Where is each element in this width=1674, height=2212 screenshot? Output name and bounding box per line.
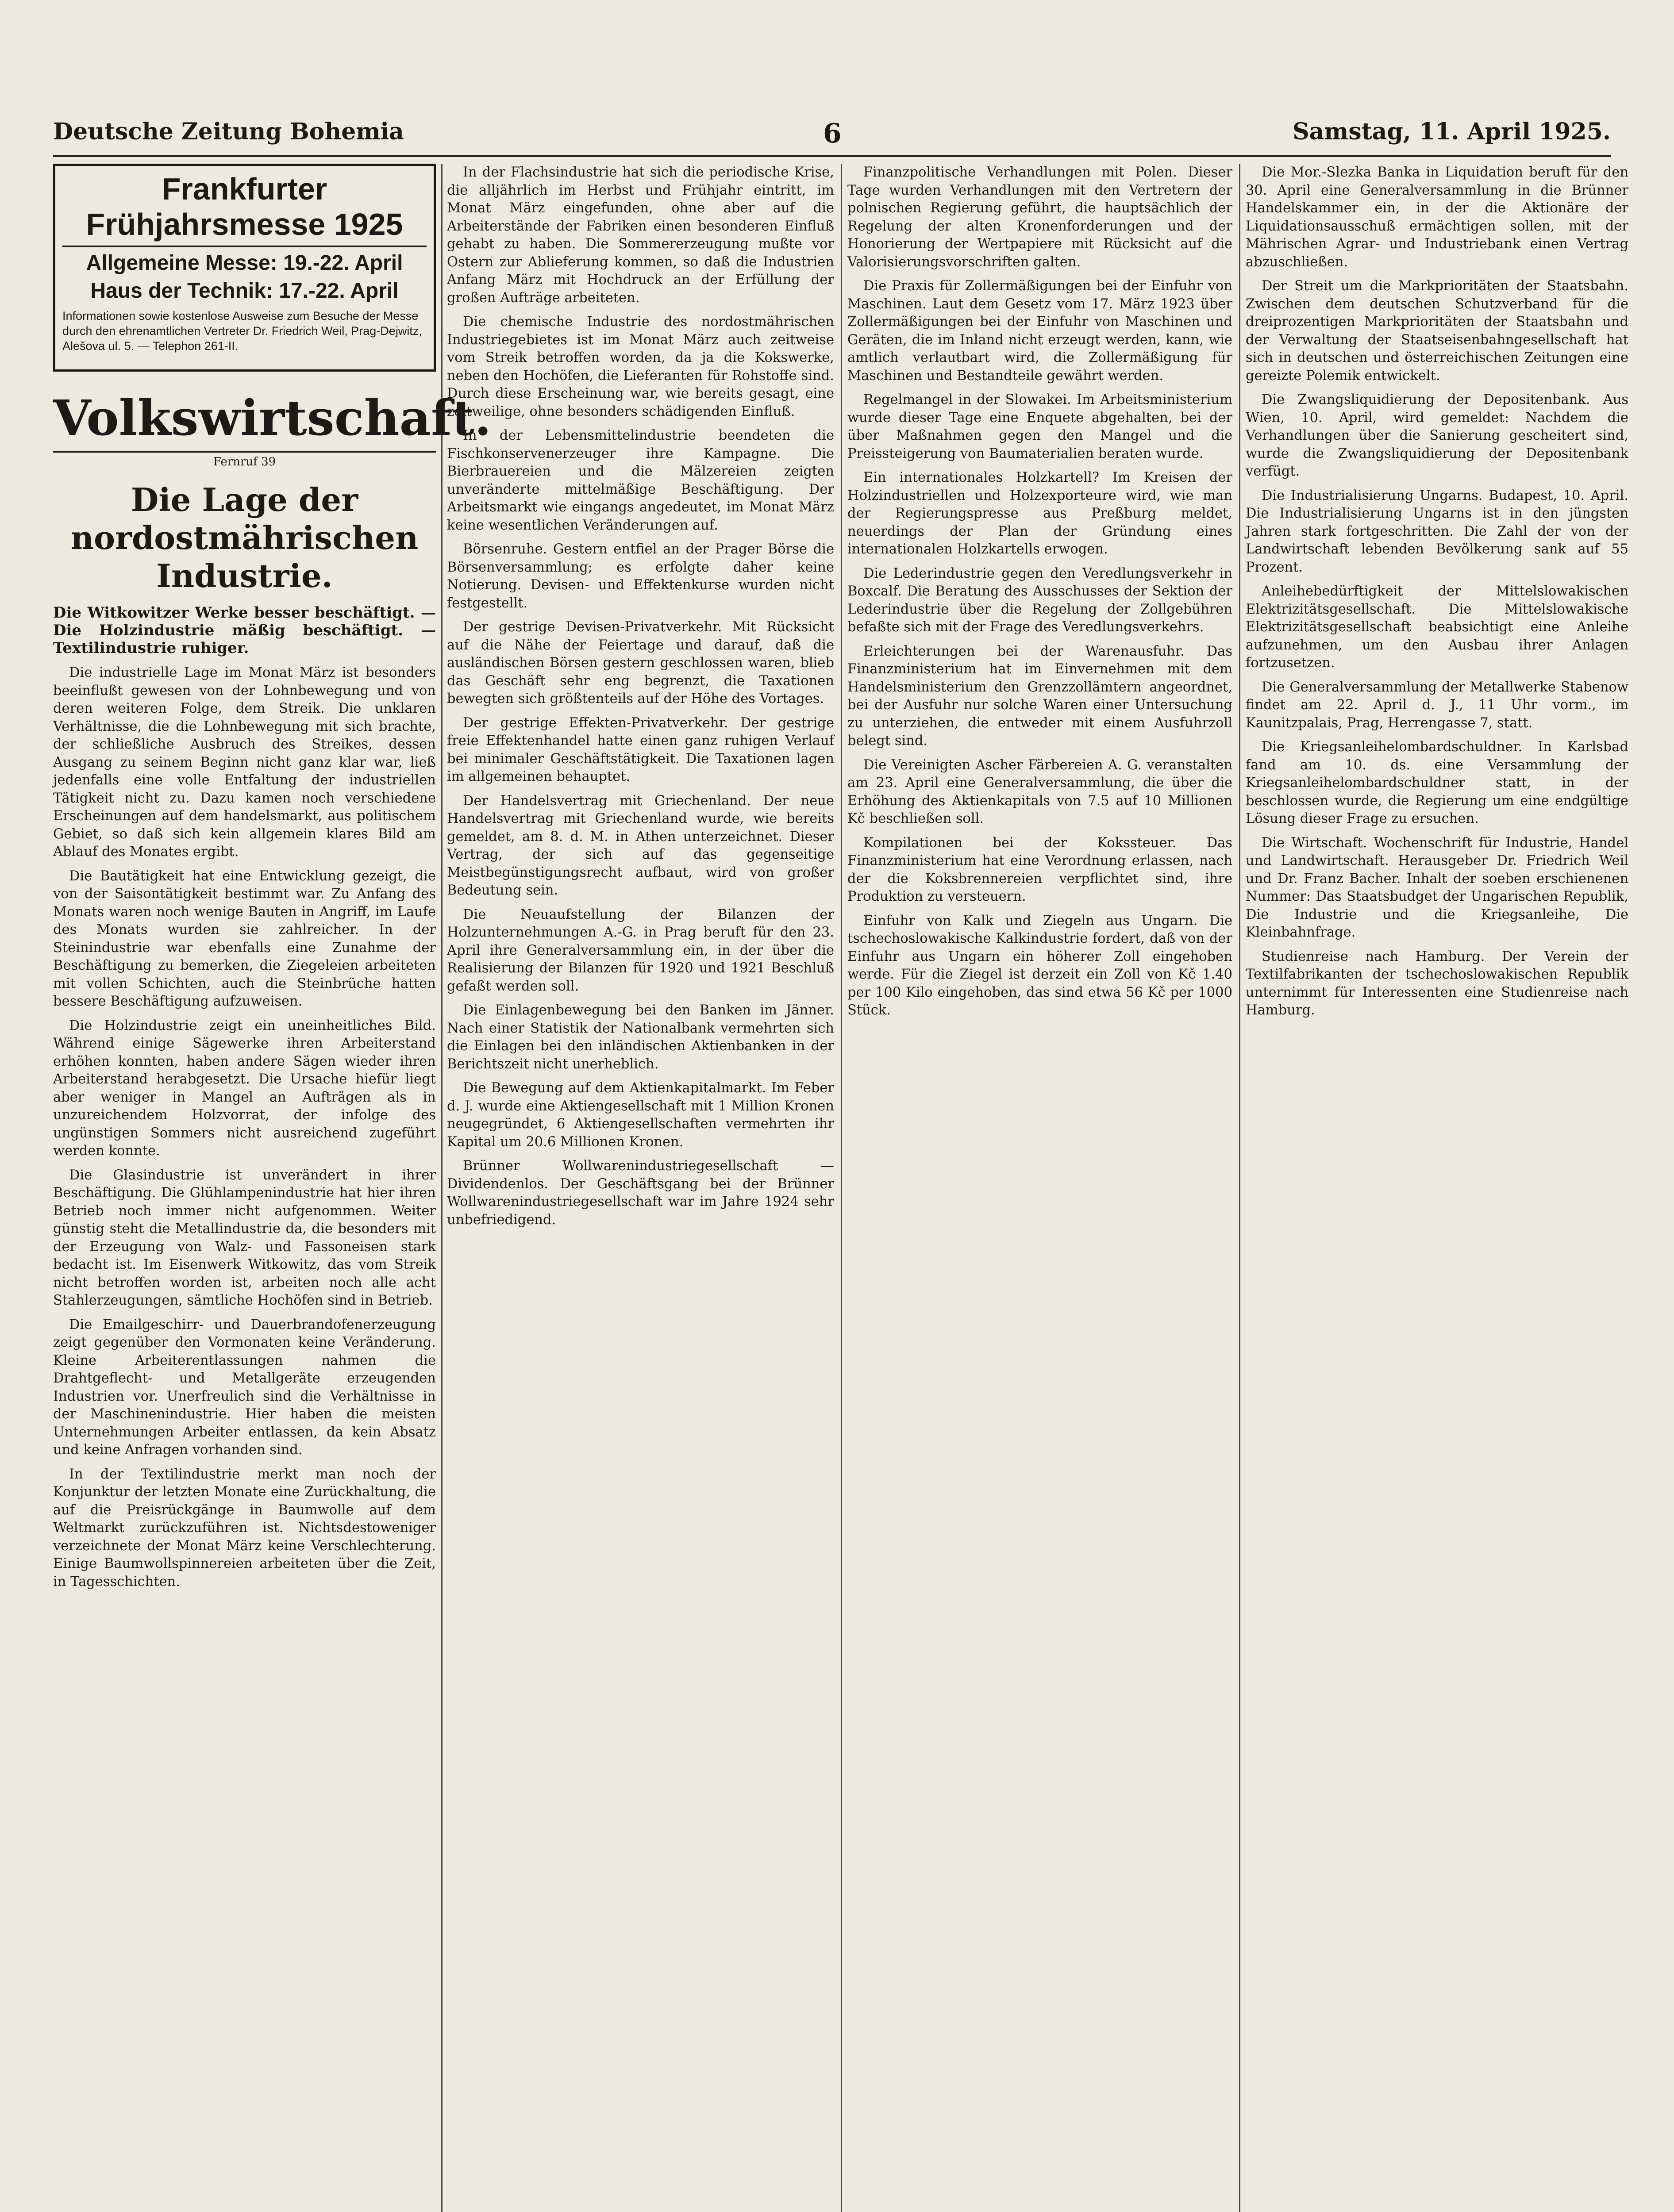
paragraph: Die Holzindustrie zeigt ein uneinheitliches Bild. Während einige Sägewerke ihren Arbeiterstand erhöhen konnten, haben andere Sägen wieder ihren Arbeiterstand herabgesetzt. Die Ursache hiefür liegt aber weniger in Mangel an Aufträgen als in unzureichendem Holzvorrat, der infolge des ungünstigen Sommers nicht ausreichend zugeführt werden konnte. <box>53 1018 436 1159</box>
column-rule <box>1239 164 1240 2212</box>
ad-title: Frankfurter Frühjahrsmesse 1925 <box>62 171 427 247</box>
advertisement-box <box>53 164 436 372</box>
news-item: Der Handelsvertrag mit Griechenland. Der neue Handelsvertrag mit Griechenland wurde, wie bereits gemeldet, am 8. d. M. in Athen unterzeichnet. Dieser Vertrag, der sich auf das gegenseitige Meistbegünstigungsrecht aufbaut, wird von großer Bedeutung sein. <box>447 793 834 898</box>
column-3 <box>847 164 1232 2212</box>
news-item: Finanzpolitische Verhandlungen mit Polen. Dieser Tage wurden Verhandlungen mit den Vertretern der polnischen Regierung geführt, die hauptsächlich der Regelung der alten Kronenforderungen und der Honorierung der Wertpapiere mit Rücksicht auf die Valorisierungsvorschriften galten. <box>847 165 1232 270</box>
news-item: Der gestrige Effekten-Privatverkehr. Der gestrige freie Effektenhandel hatte einen ganz ruhigen Verlauf bei minimaler Geschäftstätigkeit. Die Taxationen lagen im allgemeinen behauptet. <box>447 715 834 784</box>
column-rule <box>441 164 443 2212</box>
news-item: Die Generalversammlung der Metallwerke Stabenow findet am 22. April d. J., 11 Uhr vorm., im Kaunitzpalais, Prag, Herrengasse 7, statt. <box>1246 679 1628 731</box>
news-item: Kompilationen bei der Kokssteuer. Das Finanzministerium hat eine Verordnung erlassen, nach der die Koksbrennereien verpflichtet sind, ihre Produktion zu versteuern. <box>847 835 1232 904</box>
news-item: Ein internationales Holzkartell? Im Kreisen der Holzindustriellen und Holzexporteure wird, wie man der Regierungspresse aus Preßburg meldet, neuerdings der Plan der Gründung eines internationalen Holzkartells erwogen. <box>847 470 1232 557</box>
column-2 <box>447 164 834 2212</box>
news-item: Die Vereinigten Ascher Färbereien A. G. veranstalten am 23. April eine Generalversammlung, die über die Erhöhung des Aktienkapitals von 7.5 auf 10 Millionen Kč beschließen soll. <box>847 757 1232 826</box>
news-item: Die Einlagenbewegung bei den Banken im Jänner. Nach einer Statistik der Nationalbank vermehrten sich die Einlagen bei den inländischen Aktienbanken in der Berichtszeit nicht unerheblich. <box>447 1002 834 1072</box>
ad-line: Haus der Technik: 17.-22. April <box>90 279 399 303</box>
article-lead: Die Witkowitzer Werke besser beschäftigt. — Die Holzindustrie mäßig beschäftigt. — Textilindustrie ruhiger. <box>53 604 436 657</box>
paragraph: In der Lebensmittelindustrie beendeten die Fischkonservenerzeuger ihre Kampagne. Die Bierbrauereien und die Mälzereien zeigten unveränderte mittelmäßige Beschäftigung. Der Arbeitsmarkt wie eingangs angedeutet, im Monat März keine wesentlichen Veränderungen auf. <box>447 428 834 533</box>
news-item: Erleichterungen bei der Warenausfuhr. Das Finanzministerium hat im Einvernehmen mit dem Handelsministerium den Grenzzollämtern angeordnet, bei der Ausfuhr nur solche Waren einer Untersuchung zu unterziehen, die entweder mit einem Ausfuhrzoll belegt sind. <box>847 643 1232 749</box>
news-item: Einfuhr von Kalk und Ziegeln aus Ungarn. Die tschechoslowakische Kalkindustrie fordert, daß von der Einfuhr aus Ungarn ein höherer Zoll eingehoben werde. Für die Ziegel ist derzeit ein Zoll von Kč 1.40 per 100 Kilo eingehoben, das sind etwa 56 Kč per 1000 Stück. <box>847 913 1232 1018</box>
date-line: Samstag, 11. April 1925. <box>1293 118 1611 145</box>
paragraph: Die Glasindustrie ist unverändert in ihrer Beschäftigung. Die Glühlampenindustrie hat hier ihren Betrieb noch immer nicht aufgenommen. Weiter günstig steht die Metallindustrie da, die besonders mit der Erzeugung von Walz- und Fassoneisen stark bedacht ist. Im Eisenwerk Witkowitz, das vom Streik nicht betroffen worden ist, arbeiten noch alle acht Stahlerzeugungen, sämtliche Hochöfen sind in Betrieb. <box>53 1167 436 1308</box>
column-1 <box>53 164 492 2212</box>
news-item: Regelmangel in der Slowakei. Im Arbeitsministerium wurde dieser Tage eine Enquete abgehalten, bei der über Maßnahmen gegen den Mangel und die Preissteigerung von Baumaterialien beraten wurde. <box>847 392 1232 461</box>
news-item: Die Mor.-Slezka Banka in Liquidation beruft für den 30. April eine Generalversammlung in die Brünner Handelskammer ein, in der die Aktionäre der Liquidationsausschuß ermächtigen sollen, mit der Mährischen Agrar- und Industriebank einen Vertrag abzuschließen. <box>1246 165 1628 270</box>
paragraph: Die Bautätigkeit hat eine Entwicklung gezeigt, die von der Saisontätigkeit bestimmt war. Zu Anfang des Monats waren noch wenige Bauten in Angriff, im Laufe des Monats wurden sie zahlreicher. In der Steinindustrie war ebenfalls eine Zunahme der Beschäftigung zu bemerken, die Ziegeleien arbeiteten mit vollen Schichten, auch die Steinbrüche hatten bessere Beschäftigung aufzuweisen. <box>53 868 436 1009</box>
page-number: 6 <box>823 118 842 149</box>
article-title: Die Lage der nordostmährischen Industrie. <box>70 481 419 595</box>
ad-line: Allgemeine Messe: 19.-22. April <box>86 251 403 275</box>
ad-info: Informationen sowie kostenlose Ausweise zum Besuche der Messe durch den ehrenamtlichen Vertreter Dr. Friedrich Weil, Prag-Dejwitz, Alešova ul. 5. — Telephon 261-II. <box>62 309 422 353</box>
column-4 <box>1246 164 1628 2212</box>
section-title: Volkswirtschaft. <box>53 389 436 453</box>
news-item: Studienreise nach Hamburg. Der Verein der Textilfabrikanten der tschechoslowakischen Republik unternimmt für Interessenten eine Studienreise nach Hamburg. <box>1246 949 1628 1018</box>
masthead: Deutsche Zeitung Bohemia <box>53 118 404 145</box>
news-item: Die Bewegung auf dem Aktienkapitalmarkt. Im Feber d. J. wurde eine Aktiengesellschaft mit 1 Million Kronen neugegründet, 6 Aktiengesellschaften vermehrten ihr Kapital um 20.6 Millionen Kronen. <box>447 1080 834 1150</box>
news-item: Brünner Wollwarenindustriegesellschaft — Dividendenlos. Der Geschäftsgang bei der Brünner Wollwarenindustriegesellschaft war im Jahre 1924 sehr unbefriedigend. <box>447 1158 834 1228</box>
news-item: Anleihebedürftigkeit der Mittelslowakischen Elektrizitätsgesellschaft. Die Mittelslowakische Elektrizitätsgesellschaft beabsichtigt eine Anleihe aufzunehmen, um den Ausbau ihrer Anlagen fortzusetzen. <box>1246 584 1628 671</box>
news-item: Die Zwangsliquidierung der Depositenbank. Aus Wien, 10. April, wird gemeldet: Nachdem die Verhandlungen über die Sanierung gescheitert sind, wurde die Zwangsliquidierung der Depositenbank verfügt. <box>1246 392 1628 479</box>
paragraph: In der Textilindustrie merkt man noch der Konjunktur der letzten Monate eine Zurückhaltung, die auf die Preisrückgänge in Baumwolle auf dem Weltmarkt zurückzuführen ist. Nichtsdestoweniger verzeichnete der Monat März keine Verschlechterung. Einige Baumwollspinnereien arbeiteten über die Zeit, in Tagesschichten. <box>53 1466 436 1590</box>
news-item: Die Wirtschaft. Wochenschrift für Industrie, Handel und Landwirtschaft. Herausgeber Dr. Friedrich Weil und Dr. Franz Bacher. Inhalt der soeben erschienenen Nummer: Das Staatsbudget der Ungarischen Republik, Die Industrie und die Kriegsanleihe, Die Kleinbahnfrage. <box>1246 835 1628 940</box>
paragraph: Die Emailgeschirr- und Dauerbrandofenerzeugung zeigt gegenüber den Vormonaten keine Veränderung. Kleine Arbeiterentlassungen nahmen die Drahtgeflecht- und Metallgeräte erzeugenden Industrien vor. Unerfreulich sind die Verhältnisse in der Maschinenindustrie. Hier haben die meisten Unternehmungen Arbeiter entlassen, da kein Absatz und keine Anfragen vorhanden sind. <box>53 1317 436 1458</box>
paragraph: Die industrielle Lage im Monat März ist besonders beeinflußt gewesen von der Lohnbewegung und von deren weiteren Folge, dem Streik. Die unklaren Verhältnisse, die die Lohnbewegung mit sich brachte, der schließliche Ausbruch des Streikes, dessen Ausgang zu seinem Beginn nicht ganz klar war, ließ jedenfalls eine volle Entfaltung der industriellen Tätigkeit nicht zu. Dazu kamen noch verschiedene Erscheinungen auf dem handelsmarkt, aus politischem Gebiet, so daß sich kein allgemein klares Bild am Ablauf des Monates ergibt. <box>53 665 436 860</box>
news-item: Die Industrialisierung Ungarns. Budapest, 10. April. Die Industrialisierung Ungarns ist in den jüngsten Jahren stark fortgeschritten. Die Zahl der von der Landwirtschaft lebenden Bevölkerung sank auf 55 Prozent. <box>1246 488 1628 575</box>
paragraph: In der Flachsindustrie hat sich die periodische Krise, die alljährlich im Herbst und Frühjahr eintritt, im Monat März eingefunden, ohne aber auf die Arbeiterstände der Fabriken einen besonderen Einfluß gehabt zu haben. Die Sommererzeugung mußte vor Ostern zur Ablieferung kommen, so daß die Industrien Anfang März mit Hochdruck an der Erfüllung der großen Aufträge arbeiteten. <box>447 165 834 306</box>
news-item: Die Kriegsanleihelombardschuldner. In Karlsbad fand am 10. ds. eine Versammlung der Kriegsanleihelombardschuldner statt, in der beschlossen wurde, die Regierung um eine endgültige Lösung dieser Frage zu ersuchen. <box>1246 739 1628 826</box>
news-item: Börsenruhe. Gestern entfiel an der Prager Börse die Börsenversammlung; es erfolgte daher keine Notierung. Devisen- und Effektenkurse wurden nicht festgestellt. <box>447 541 834 611</box>
news-item: Der gestrige Devisen-Privatverkehr. Mit Rücksicht auf die Nähe der Feiertage und darauf, daß die ausländischen Börsen gestern geschlossen waren, blieb das Geschäft sehr eng begrenzt, die Taxationen bewegten sich größtenteils auf der Höhe des Vortages. <box>447 619 834 707</box>
page-header <box>53 113 1611 157</box>
news-item: Der Streit um die Markprioritäten der Staatsbahn. Zwischen dem deutschen Schutzverband für die dreiprozentigen Markprioritäten der Staatsbahn und der Verwaltung der Staatseisenbahngesellschaft hat sich in deutschen und österreichischen Zeitungen eine gereizte Polemik entwickelt. <box>1246 278 1628 384</box>
news-item: Die Neuaufstellung der Bilanzen der Holzunternehmungen A.-G. in Prag beruft für den 23. April ihre Generalversammlung ein, in der über die Realisierung der Bilanzen für 1920 und 1921 Beschluß gefaßt werden soll. <box>447 906 834 994</box>
news-item: Die Lederindustrie gegen den Veredlungsverkehr in Boxcalf. Die Beratung des Ausschusses der Sektion der Lederindustrie über die Regelung der Zollgebühren befaßte sich mit der Frage des Veredlungsverkehrs. <box>847 565 1232 635</box>
section-phone: Fernruf 39 <box>213 455 276 469</box>
news-item: Die Praxis für Zollermäßigungen bei der Einfuhr von Maschinen. Laut dem Gesetz vom 17. März 1923 über Zollermäßigungen bei der Einfuhr von Maschinen und Geräten, die im Inland nicht erzeugt werden, kann, wie amtlich verlautbart wird, die Zollermäßigung für Maschinen und Bestandteile gewährt werden. <box>847 278 1232 384</box>
column-rule <box>841 164 842 2212</box>
paragraph: Die chemische Industrie des nordostmährischen Industriegebietes ist im Monat März auch zeitweise vom Streik betroffen worden, da ja die Kokswerke, neben den Hochöfen, die Lieferanten für Rohstoffe sind. Durch diese Erscheinung war, wie bereits gesagt, eine zeitweilige, ohne besonders schädigenden Einfluß. <box>447 314 834 419</box>
